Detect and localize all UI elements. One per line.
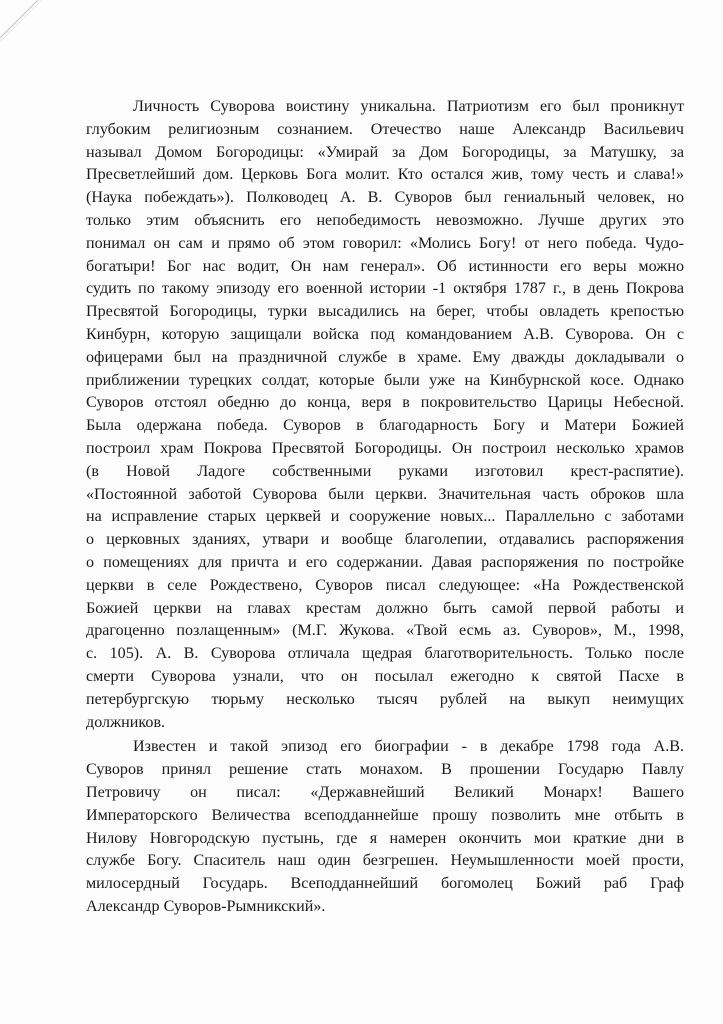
text-line: церкви в селе Рождествено, Суворов писал следующее: «На Рождественской [86,576,684,594]
text-line: службе Богу. Спаситель наш один безгрешен. Неумышленности моей прости, [86,852,684,870]
text-line: офицерами был на праздничной службе в храме. Ему дважды докладывали о [86,348,684,366]
text-line: понимал он сам и прямо об этом говорил: «Молись Богу! от него победа. Чудо- [86,234,684,252]
text-line: Божией церкви на главах крестам должно быть самой первой работы и [86,599,684,617]
text-line: Императорского Величества всеподданнейше прошу позволить мне отбыть в [86,806,684,824]
text-line: только этим объяснить его непобедимость невозможно. Лучше других это [86,211,684,229]
text-line: Суворов отстоял обедню до конца, веря в покровительство Царицы Небесной. [86,394,684,412]
text-line: судить по такому эпизоду его военной истории -1 октября 1787 г., в день Покрова [86,280,684,298]
text-line: смерти Суворова узнали, что он посылал ежегодно к святой Пасхе в [86,667,684,685]
text-line: Суворов принял решение стать монахом. В прошении Государю Павлу [86,761,684,779]
text-line: (Наука побеждать»). Полководец А. В. Суворов был гениальный человек, но [86,189,684,207]
text-line: приближении турецких солдат, которые были уже на Кинбурнской косе. Однако [86,371,684,389]
text-line: Пресветлейший дом. Церковь Бога молит. Кто остался жив, тому честь и слава!» [86,166,684,184]
text-line: Петровичу он писал: «Державнейший Великий Монарх! Вашего [86,783,684,801]
text-line: о помещениях для причта и его содержании. Давая распоряжения по постройке [86,553,684,571]
text-line: на исправление старых церквей и сооружение новых... Параллельно с заботами [86,508,684,526]
document-body [86,96,684,919]
text-line: Александр Суворов-Рымникский». [86,897,326,915]
text-line: милосердный Государь. Всеподданнейший богомолец Божий раб Граф [86,875,684,893]
text-line: петербургскую тюрьму несколько тысяч рублей на выкуп неимущих [86,690,684,708]
text-line: «Постоянной заботой Суворова были церкви. Значительная часть оброков шла [86,485,684,503]
text-line: драгоценно позлащенным» (М.Г. Жукова. «Твой есмь аз. Суворов», М., 1998, [86,622,684,640]
text-line: Кинбурн, которую защищали войска под командованием А.В. Суворова. Он с [86,325,684,343]
text-line: Известен и такой эпизод его биографии - в декабре 1798 года А.В. [133,738,684,756]
text-line: с. 105). А. В. Суворова отличала щедрая благотворительность. Только после [86,645,684,663]
text-line: Нилову Новгородскую пустынь, где я намерен окончить мои краткие дни в [86,829,684,847]
paragraph-1 [86,96,684,734]
text-line: Личность Суворова воистину уникальна. Патриотизм его был проникнут [133,98,684,115]
text-line: должников. [86,713,166,731]
text-line: построил храм Покрова Пресвятой Богородицы. Он построил несколько храмов [86,439,684,457]
text-line: Пресвятой Богородицы, турки высадились на берег, чтобы овладеть крепостью [86,303,684,321]
text-line: Была одержана победа. Суворов в благодарность Богу и Матери Божией [86,417,684,435]
text-line: называл Домом Богородицы: «Умирай за Дом Богородицы, за Матушку, за [86,143,684,161]
paragraph-2 [86,736,684,918]
text-line: богатыри! Бог нас водит, Он нам генерал». Об истинности его веры можно [86,257,684,275]
text-line: глубоким религиозным сознанием. Отечество наше Александр Васильевич [86,120,684,138]
corner-fold-mark [0,0,60,60]
text-line: о церковных зданиях, утвари и вообще благолепии, отдавались распоряжения [86,531,684,549]
text-line: (в Новой Ладоге собственными руками изготовил крест-распятие). [86,462,684,480]
